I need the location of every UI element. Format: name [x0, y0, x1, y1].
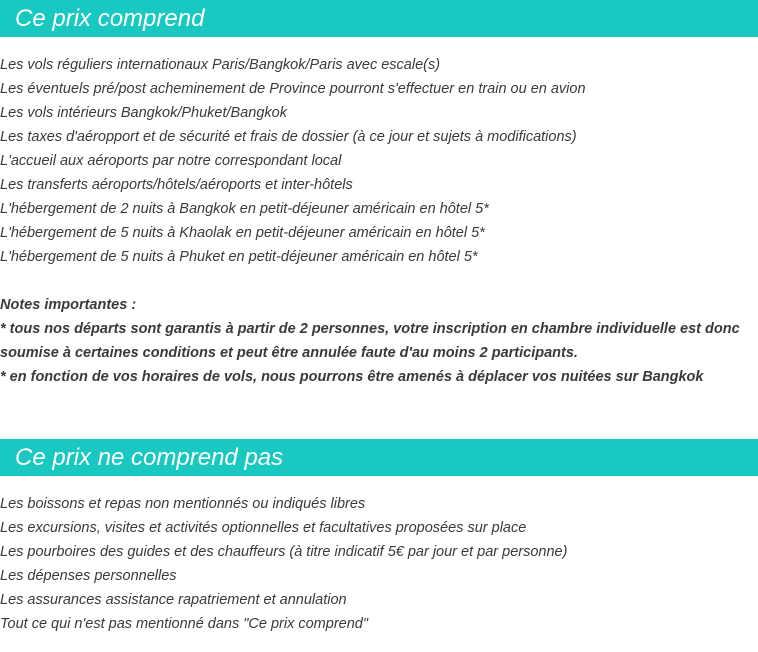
list-item: Les vols intérieurs Bangkok/Phuket/Bangkok [0, 105, 287, 121]
list-item: Les transferts aéroports/hôtels/aéroports et inter-hôtels [0, 177, 353, 193]
includes-heading: Ce prix comprend [0, 0, 758, 37]
list-item: L'hébergement de 2 nuits à Bangkok en petit-déjeuner américain en hôtel 5* [0, 201, 489, 217]
important-notes [0, 293, 740, 389]
list-item: L'hébergement de 5 nuits à Khaolak en petit-déjeuner américain en hôtel 5* [0, 225, 485, 241]
list-item: Tout ce qui n'est pas mentionné dans "Ce prix comprend" [0, 616, 368, 632]
list-item: Les boissons et repas non mentionnés ou indiqués libres [0, 496, 366, 512]
excludes-heading: Ce prix ne comprend pas [0, 439, 758, 476]
note-item: * tous nos départs sont garantis à partir de 2 personnes, votre inscription en chambre individuelle est donc soumise à certaines conditions et peut être annulée faute d'au moins 2 participants. [0, 321, 740, 361]
list-item: Les éventuels pré/post acheminement de Province pourront s'effectuer en train ou en avion [0, 81, 586, 97]
list-item: Les pourboires des guides et des chauffeurs (à titre indicatif 5€ par jour et par personne) [0, 544, 568, 560]
notes-heading: Notes importantes : [0, 297, 137, 313]
list-item: Les vols réguliers internationaux Paris/Bangkok/Paris avec escale(s) [0, 57, 441, 73]
list-item: Les taxes d'aéropport et de sécurité et frais de dossier (à ce jour et sujets à modifications) [0, 129, 577, 145]
note-item: * en fonction de vos horaires de vols, nous pourrons être amenés à déplacer vos nuitées sur Bangkok [0, 369, 704, 385]
list-item: Les dépenses personnelles [0, 568, 177, 584]
list-item: L'hébergement de 5 nuits à Phuket en petit-déjeuner américain en hôtel 5* [0, 249, 478, 265]
list-item: L'accueil aux aéroports par notre correspondant local [0, 153, 342, 169]
includes-list [0, 53, 586, 269]
list-item: Les assurances assistance rapatriement et annulation [0, 592, 347, 608]
list-item: Les excursions, visites et activités optionnelles et facultatives proposées sur place [0, 520, 527, 536]
excludes-list [0, 492, 567, 636]
